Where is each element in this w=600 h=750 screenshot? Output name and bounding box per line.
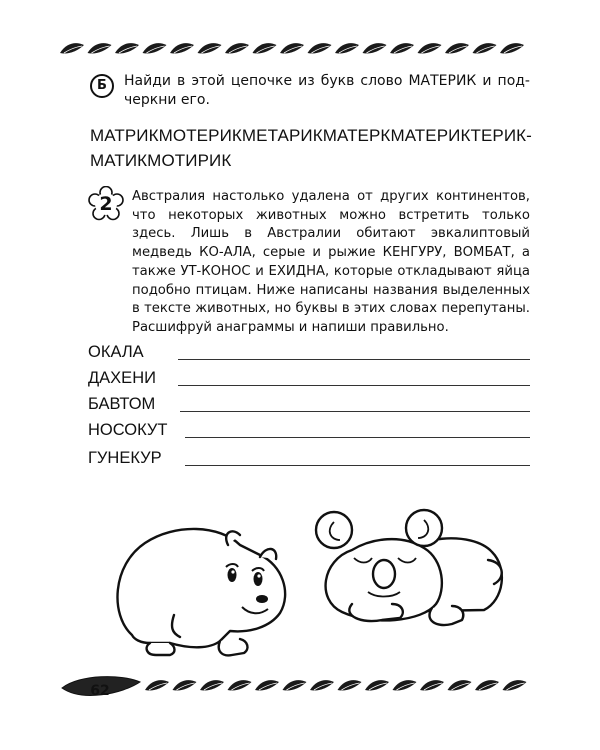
leaf-icon	[448, 680, 472, 690]
leaf-icon	[503, 680, 527, 690]
anagram-word: БАВТОМ	[88, 395, 156, 413]
leaf-icon	[283, 680, 307, 690]
leaf-icon	[308, 43, 332, 53]
anagram-word: ОКАЛА	[88, 343, 144, 361]
leaf-icon	[173, 680, 197, 690]
leaf-icon	[225, 43, 249, 53]
leaf-icon	[200, 680, 224, 690]
task-2-number: 2	[99, 193, 113, 215]
leaf-icon	[473, 43, 497, 53]
leaf-icon	[255, 680, 279, 690]
anagram-word: НОСОКУТ	[88, 421, 168, 439]
leaf-icon	[335, 43, 359, 53]
leaf-icon	[145, 680, 169, 690]
leaf-icon	[363, 43, 387, 53]
leaf-icon	[393, 680, 417, 690]
leaf-icon	[170, 43, 194, 53]
letter-chain[interactable]: МАТРИКМОТЕРИКМЕТАРИКМАТЕРКМАТЕРИКТЕРИК-МАТИКМОТИРИК	[90, 126, 532, 170]
anagram-word: ДАХЕНИ	[88, 369, 156, 387]
answer-line[interactable]	[178, 385, 530, 386]
anagram-row	[88, 392, 538, 416]
leaf-icon	[198, 43, 222, 53]
task-2-badge	[88, 186, 124, 222]
answer-line[interactable]	[178, 359, 530, 360]
leaf-icon	[475, 680, 499, 690]
leaf-icon	[420, 680, 444, 690]
leaf-icon	[418, 43, 442, 53]
answer-line[interactable]	[185, 465, 530, 466]
leaf-icon	[280, 43, 304, 53]
leaf-icon	[338, 680, 362, 690]
leaf-icon	[390, 43, 414, 53]
task-2-text: Австралия настолько удалена от других континентов, что некоторых животных можно встретить только здесь. Лишь в Австралии обитают эвкалиптовый медведь КО-АЛА, серые и рыжие КЕНГУРУ, ВОМБАТ, а также УТ-КОНОС и ЕХИДНА, которые откладывают яйца подобно птицам. Ниже написаны названия выделенных в тексте животных, но буквы в этих словах перепутаны. Расшифруй анаграммы и напиши правильно.	[132, 189, 530, 335]
anagram-row	[88, 446, 538, 470]
page-number: 62	[90, 683, 110, 699]
task-b-instruction: Найди в этой цепочке из букв слово МАТЕРИК и под-черкни его.	[124, 73, 530, 108]
leaf-icon	[445, 43, 469, 53]
anagram-row	[88, 418, 538, 442]
anagram-row	[88, 366, 538, 390]
anagram-row	[88, 340, 538, 364]
leaf-icon	[310, 680, 334, 690]
leaf-icon	[500, 43, 524, 53]
leaf-icon	[253, 43, 277, 53]
answer-line[interactable]	[185, 437, 530, 438]
leaf-icon	[143, 43, 167, 53]
leaf-icon	[115, 43, 139, 53]
wombat-illustration	[110, 515, 300, 665]
leaf-icon	[228, 680, 252, 690]
anagram-word: ГУНЕКУР	[88, 449, 162, 467]
answer-line[interactable]	[180, 411, 530, 412]
leaf-icon	[365, 680, 389, 690]
leaf-icon	[88, 43, 112, 53]
top-decorative-border	[0, 35, 600, 65]
leaf-icon	[60, 43, 84, 53]
task-b-marker: Б	[90, 74, 114, 98]
koala-illustration	[312, 500, 512, 630]
task-b	[90, 72, 530, 110]
